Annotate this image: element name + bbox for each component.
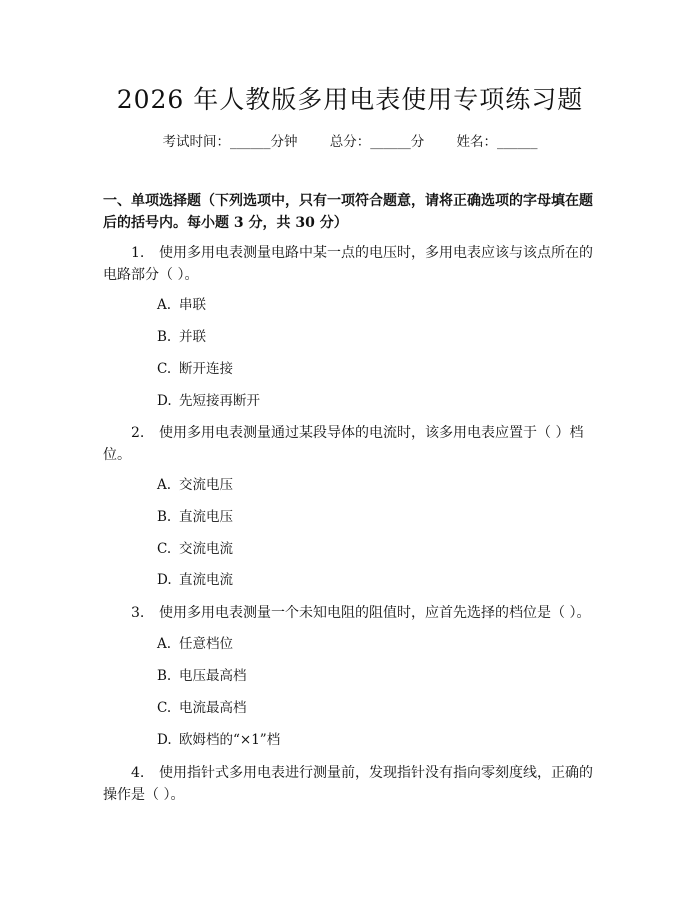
student-name-field: 姓名：______ xyxy=(456,134,538,150)
answer-option xyxy=(157,359,233,379)
option-text: 先短接再断开 xyxy=(179,393,260,409)
option-text: 串联 xyxy=(179,297,206,313)
option-letter: B. xyxy=(157,329,172,345)
option-letter: C. xyxy=(157,541,172,557)
answer-option xyxy=(157,730,280,750)
option-letter: A. xyxy=(157,477,172,493)
option-letter: D. xyxy=(157,393,172,409)
option-text: 并联 xyxy=(179,329,206,345)
answer-option xyxy=(157,666,247,686)
option-text: 交流电流 xyxy=(179,541,233,557)
option-text: 断开连接 xyxy=(179,361,233,377)
option-text: 欧姆档的“×1”档 xyxy=(179,732,281,748)
exam-time-field: 考试时间：______分钟 xyxy=(162,134,298,150)
option-letter: A. xyxy=(157,297,172,313)
question-text: 使用多用电表测量通过某段导体的电流时，该多用电表应置于（ ）档位。 xyxy=(103,425,584,463)
option-text: 电流最高档 xyxy=(179,700,247,716)
option-text: 交流电压 xyxy=(179,477,233,493)
page-title: 2026 年人教版多用电表使用专项练习题 xyxy=(116,85,584,114)
question-stem xyxy=(103,422,599,466)
question-text: 使用指针式多用电表进行测量前，发现指针没有指向零刻度线，正确的操作是（ ）。 xyxy=(103,765,593,803)
question-stem xyxy=(103,762,599,806)
option-letter: B. xyxy=(157,668,172,684)
question-number: 3. xyxy=(131,605,145,621)
answer-option xyxy=(157,391,260,411)
exam-meta-line xyxy=(0,132,700,152)
option-letter: D. xyxy=(157,732,172,748)
question-stem xyxy=(103,242,599,286)
option-letter: C. xyxy=(157,361,172,377)
total-score-field: 总分：______分 xyxy=(329,134,425,150)
question-text: 使用多用电表测量电路中某一点的电压时，多用电表应该与该点所在的电路部分（ ）。 xyxy=(103,245,593,283)
answer-option xyxy=(157,295,206,315)
question-number: 1. xyxy=(131,245,145,261)
question-number: 4. xyxy=(131,765,145,781)
answer-option xyxy=(157,327,206,347)
question-text: 使用多用电表测量一个未知电阻的阻值时，应首先选择的档位是（ ）。 xyxy=(159,605,591,621)
option-letter: B. xyxy=(157,509,172,525)
answer-option xyxy=(157,507,233,527)
option-text: 电压最高档 xyxy=(179,668,247,684)
answer-option xyxy=(157,570,233,590)
answer-option xyxy=(157,475,233,495)
question-stem xyxy=(103,602,599,624)
answer-option xyxy=(157,698,247,718)
option-text: 任意档位 xyxy=(179,636,233,652)
answer-option xyxy=(157,539,233,559)
option-letter: C. xyxy=(157,700,172,716)
option-letter: A. xyxy=(157,636,172,652)
answer-option xyxy=(157,634,233,654)
option-letter: D. xyxy=(157,572,172,588)
option-text: 直流电流 xyxy=(179,572,233,588)
section-heading: 一、单项选择题（下列选项中，只有一项符合题意，请将正确选项的字母填在题后的括号内。每小题 3 分，共 30 分） xyxy=(103,193,593,231)
question-number: 2. xyxy=(131,425,145,441)
option-text: 直流电压 xyxy=(179,509,233,525)
